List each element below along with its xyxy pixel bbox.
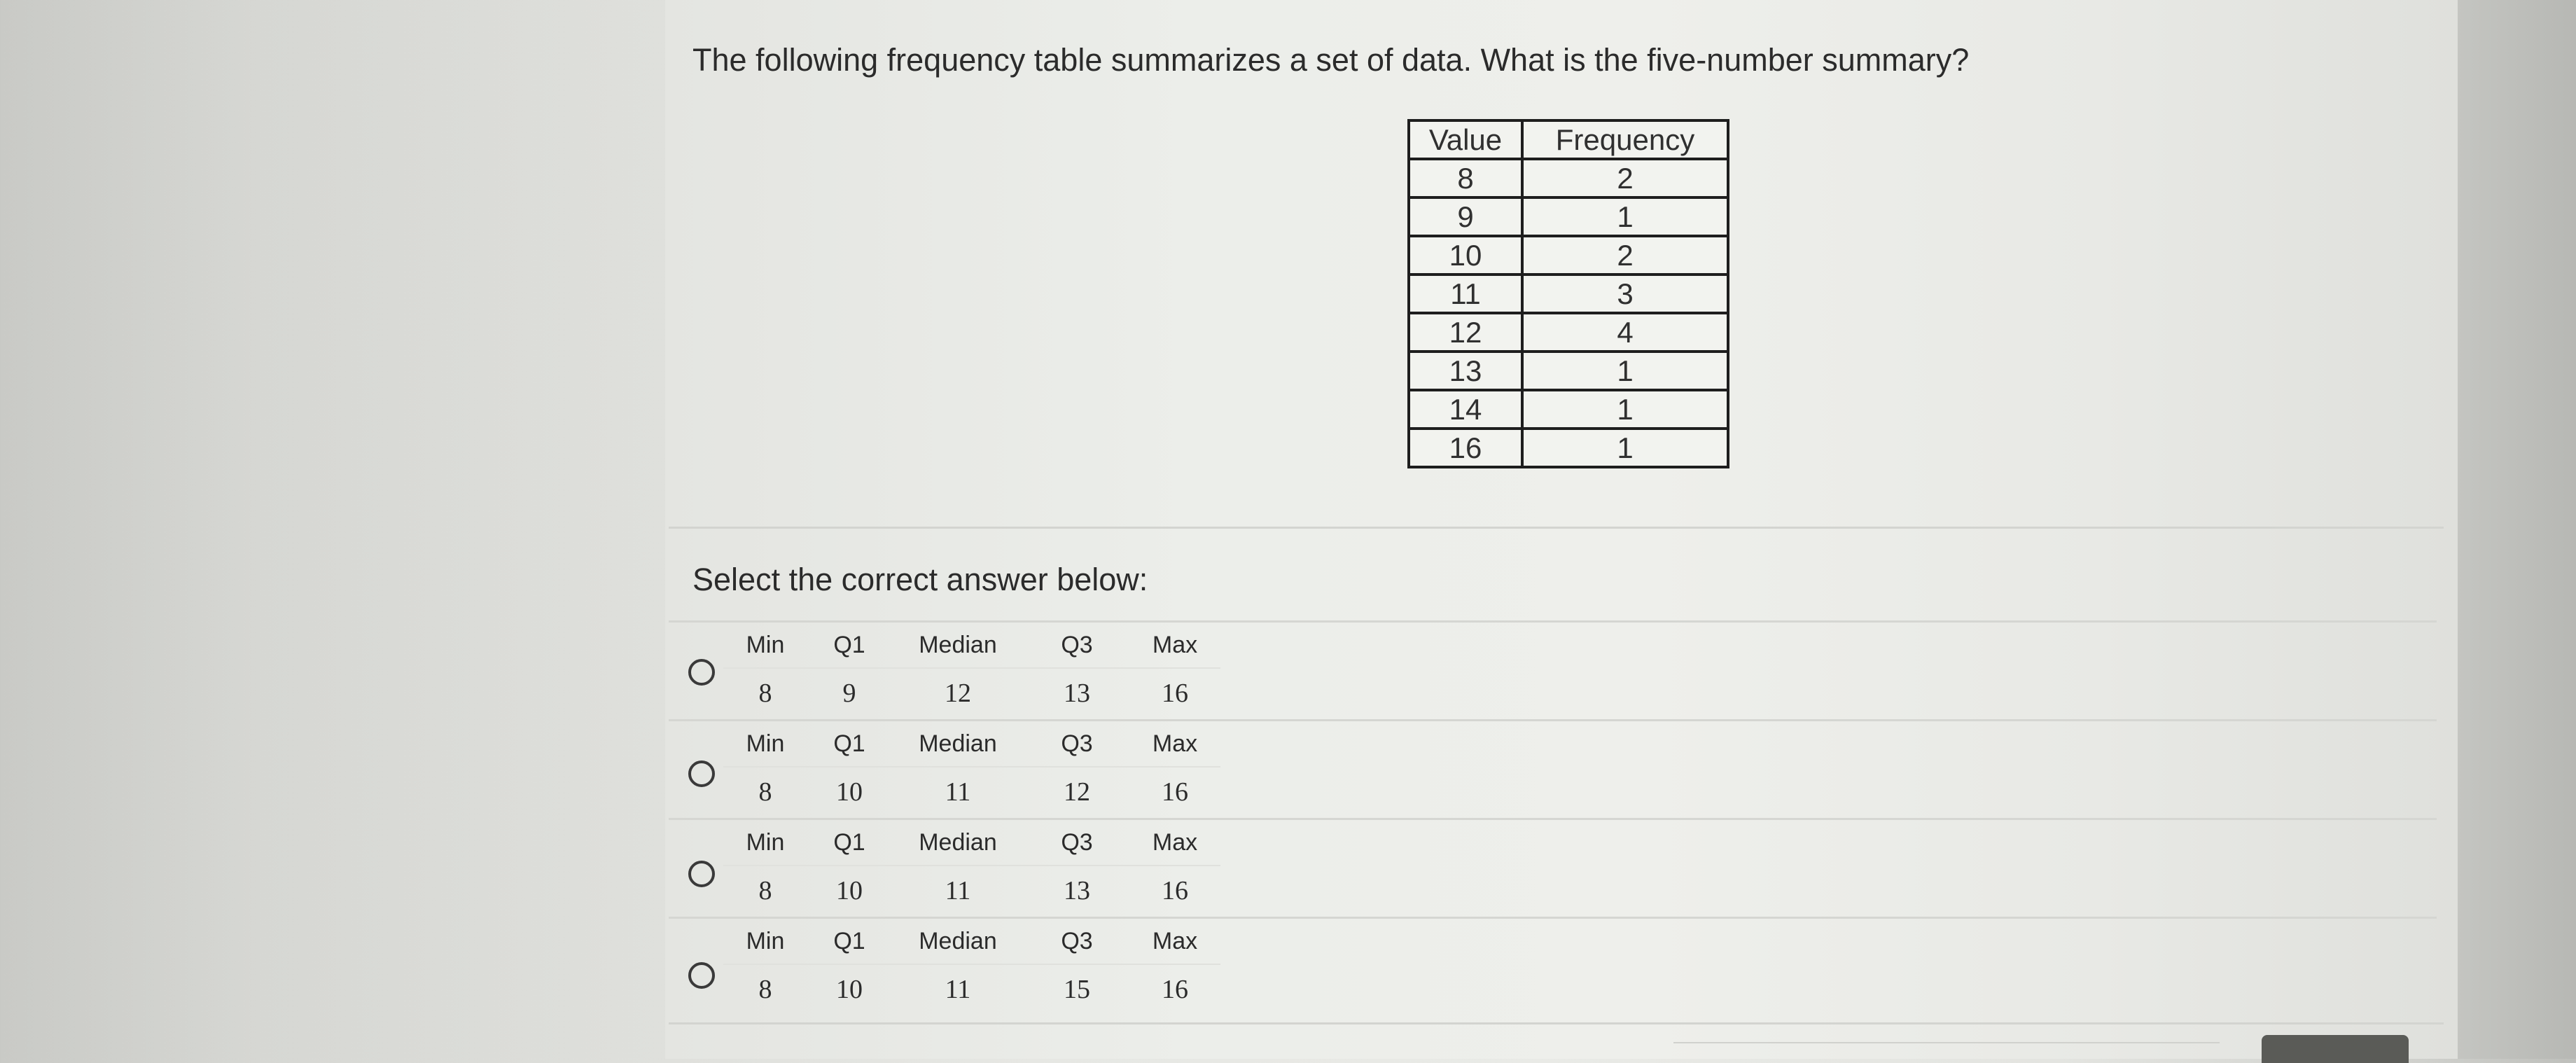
min-value: 8	[723, 964, 807, 1014]
section-divider	[669, 527, 2444, 529]
max-header: Max	[1152, 927, 1198, 954]
answer-option-c[interactable]	[669, 818, 2437, 918]
radio-option-d[interactable]	[688, 962, 715, 989]
max-header: Max	[1152, 631, 1198, 658]
table-row	[1409, 313, 1728, 352]
median-header: Median	[919, 828, 997, 856]
q1-header: Q1	[833, 828, 865, 856]
q3-value: 12	[1024, 767, 1129, 817]
median-value: 11	[891, 767, 1024, 817]
radio-option-c[interactable]	[688, 861, 715, 887]
value-cell: 12	[1409, 313, 1522, 352]
value-column-header: Value	[1409, 120, 1522, 159]
min-value: 8	[723, 767, 807, 817]
value-cell: 11	[1409, 275, 1522, 313]
q1-header: Q1	[833, 631, 865, 658]
section-divider	[669, 1022, 2444, 1024]
q3-header: Q3	[1061, 730, 1093, 757]
value-cell: 9	[1409, 197, 1522, 236]
q3-value: 13	[1024, 668, 1129, 718]
table-row	[1409, 197, 1728, 236]
footer-strip	[1673, 1042, 2220, 1060]
min-header: Min	[746, 730, 785, 757]
median-header: Median	[919, 730, 997, 757]
frequency-cell: 3	[1522, 275, 1728, 313]
frequency-cell: 4	[1522, 313, 1728, 352]
radio-option-b[interactable]	[688, 760, 715, 787]
answer-prompt: Select the correct answer below:	[692, 562, 1148, 597]
q3-header: Q3	[1061, 927, 1093, 954]
summary-table-c	[723, 820, 1220, 915]
max-header: Max	[1152, 828, 1198, 856]
min-value: 8	[723, 866, 807, 915]
frequency-column-header: Frequency	[1522, 120, 1728, 159]
table-row	[1409, 275, 1728, 313]
table-row	[1409, 236, 1728, 275]
frequency-cell: 1	[1522, 352, 1728, 390]
answer-option-b[interactable]	[669, 719, 2437, 819]
table-row	[1409, 429, 1728, 467]
frequency-cell: 1	[1522, 197, 1728, 236]
max-header: Max	[1152, 730, 1198, 757]
max-value: 16	[1129, 866, 1220, 915]
max-value: 16	[1129, 668, 1220, 718]
value-cell: 14	[1409, 390, 1522, 429]
frequency-table-header	[1409, 120, 1728, 159]
frequency-cell: 2	[1522, 236, 1728, 275]
max-value: 16	[1129, 767, 1220, 817]
summary-table-b	[723, 721, 1220, 817]
q1-value: 10	[807, 866, 891, 915]
answer-option-d[interactable]	[669, 917, 2437, 1017]
table-row	[1409, 352, 1728, 390]
min-value: 8	[723, 668, 807, 718]
min-header: Min	[746, 828, 785, 856]
value-cell: 10	[1409, 236, 1522, 275]
value-cell: 16	[1409, 429, 1522, 467]
q1-value: 10	[807, 964, 891, 1014]
q1-value: 10	[807, 767, 891, 817]
min-header: Min	[746, 631, 785, 658]
q3-value: 13	[1024, 866, 1129, 915]
median-header: Median	[919, 927, 997, 954]
value-cell: 13	[1409, 352, 1522, 390]
frequency-cell: 1	[1522, 390, 1728, 429]
median-header: Median	[919, 631, 997, 658]
table-row	[1409, 390, 1728, 429]
q3-value: 15	[1024, 964, 1129, 1014]
q1-header: Q1	[833, 927, 865, 954]
median-value: 11	[891, 866, 1024, 915]
radio-option-a[interactable]	[688, 659, 715, 686]
submit-button[interactable]	[2262, 1035, 2409, 1063]
question-text: The following frequency table summarizes a set of data. What is the five-number summary?	[692, 42, 1970, 78]
q3-header: Q3	[1061, 828, 1093, 856]
frequency-table	[1407, 119, 1729, 468]
answer-option-a[interactable]	[669, 620, 2437, 721]
max-value: 16	[1129, 964, 1220, 1014]
q1-value: 9	[807, 668, 891, 718]
frequency-cell: 2	[1522, 159, 1728, 197]
table-row	[1409, 159, 1728, 197]
min-header: Min	[746, 927, 785, 954]
frequency-cell: 1	[1522, 429, 1728, 467]
q1-header: Q1	[833, 730, 865, 757]
screen-bezel	[2458, 0, 2576, 1059]
q3-header: Q3	[1061, 631, 1093, 658]
summary-table-a	[723, 623, 1220, 718]
median-value: 12	[891, 668, 1024, 718]
median-value: 11	[891, 964, 1024, 1014]
value-cell: 8	[1409, 159, 1522, 197]
summary-table-d	[723, 919, 1220, 1014]
